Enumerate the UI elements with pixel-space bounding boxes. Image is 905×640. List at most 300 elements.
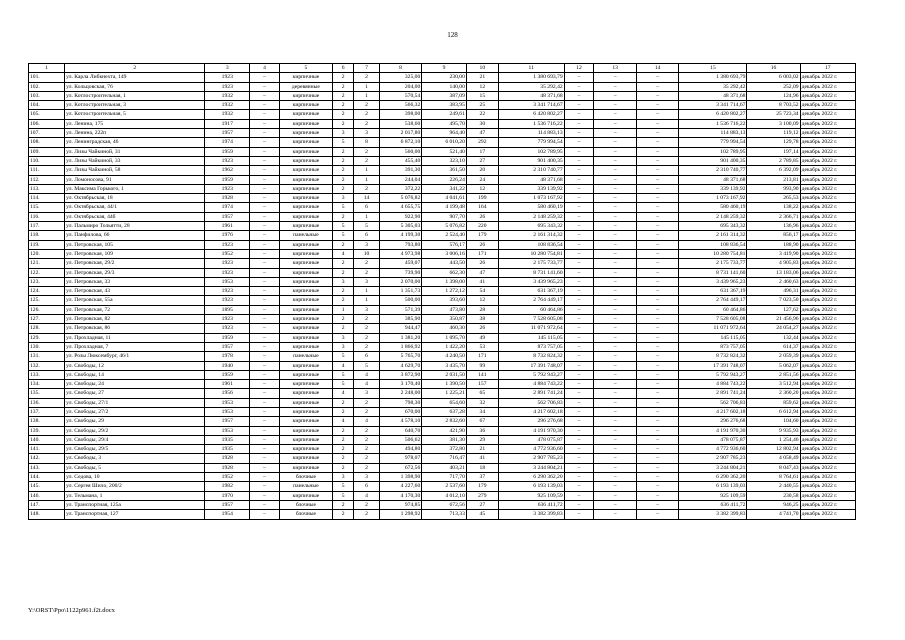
- table-cell: –: [636, 463, 679, 472]
- table-cell: 188,90: [747, 240, 800, 249]
- table-cell: 5: [332, 352, 353, 361]
- table-cell: 122.: [29, 268, 65, 277]
- table-cell: 41: [466, 277, 498, 286]
- table-cell: –: [636, 277, 679, 286]
- table-cell: 34: [466, 407, 498, 416]
- table-cell: 654,60: [422, 398, 467, 407]
- table-cell: 1 073 167,92: [679, 194, 747, 203]
- table-cell: 12 802,94: [747, 445, 800, 454]
- table-cell: 560,00: [379, 147, 422, 156]
- table-cell: –: [564, 463, 594, 472]
- table-cell: 20: [466, 166, 498, 175]
- table-cell: декабрь 2022 г.: [800, 380, 855, 389]
- table-cell: –: [594, 212, 637, 221]
- table-cell: 116.: [29, 212, 65, 221]
- table-cell: 141.: [29, 445, 65, 454]
- table-cell: 5: [332, 370, 353, 379]
- table-cell: кирпичные: [279, 333, 332, 342]
- table-cell: 1962: [205, 166, 250, 175]
- table-cell: –: [564, 324, 594, 333]
- table-cell: 6 290 362,20: [679, 473, 747, 482]
- table-cell: декабрь 2022 г.: [800, 129, 855, 138]
- table-cell: –: [250, 491, 280, 500]
- table-cell: 1 254,46: [747, 435, 800, 444]
- table-cell: 5: [354, 361, 380, 370]
- table-cell: 2: [332, 156, 353, 165]
- table-cell: 964,40: [422, 129, 467, 138]
- table-cell: 25 723,34: [747, 110, 800, 119]
- table-cell: 108.: [29, 138, 65, 147]
- table-cell: 4: [354, 417, 380, 426]
- table-cell: 148.: [29, 510, 65, 519]
- table-cell: 115.: [29, 203, 65, 212]
- table-row: [29, 426, 856, 435]
- table-cell: ул. Свободы, 14: [65, 370, 205, 379]
- table-cell: –: [636, 101, 679, 110]
- table-cell: 2: [332, 259, 353, 268]
- table-cell: 4: [332, 417, 353, 426]
- table-cell: 2 907 785,23: [679, 454, 747, 463]
- housing-table: [28, 63, 856, 520]
- table-cell: –: [594, 249, 637, 258]
- table-row: [29, 445, 856, 454]
- table-cell: –: [594, 398, 637, 407]
- table-cell: кирпичные: [279, 147, 332, 156]
- table-cell: 45: [466, 510, 498, 519]
- table-row: [29, 101, 856, 110]
- table-cell: –: [594, 277, 637, 286]
- table-body: [29, 73, 856, 519]
- table-cell: кирпичные: [279, 240, 332, 249]
- table-cell: 8 703,52: [747, 101, 800, 110]
- table-cell: –: [564, 473, 594, 482]
- table-cell: 10 280 754,81: [679, 249, 747, 258]
- table-cell: 2: [332, 324, 353, 333]
- table-cell: 48 371,68: [498, 91, 564, 100]
- table-cell: 2: [332, 184, 353, 193]
- table-cell: 104,60: [747, 417, 800, 426]
- table-cell: ул. Свободы, 24: [65, 380, 205, 389]
- table-cell: 4 191 970,30: [498, 426, 564, 435]
- table-cell: –: [564, 194, 594, 203]
- table-cell: –: [250, 398, 280, 407]
- table-cell: 478 075,87: [679, 435, 747, 444]
- table-cell: 2: [332, 407, 353, 416]
- table-cell: декабрь 2022 г.: [800, 407, 855, 416]
- table-cell: 339 139,92: [498, 184, 564, 193]
- table-cell: ул. Свободы, 29/2: [65, 426, 205, 435]
- table-cell: 4: [354, 380, 380, 389]
- table-cell: 5: [332, 203, 353, 212]
- table-cell: 28: [466, 305, 498, 314]
- table-cell: –: [636, 435, 679, 444]
- table-cell: кирпичные: [279, 212, 332, 221]
- table-cell: 5 792 943,27: [679, 370, 747, 379]
- table-cell: 1923: [205, 156, 250, 165]
- table-cell: 4: [332, 389, 353, 398]
- table-cell: 21: [466, 445, 498, 454]
- table-cell: 1: [354, 82, 380, 91]
- table-cell: 48 371,68: [679, 175, 747, 184]
- table-row: [29, 175, 856, 184]
- table-cell: –: [564, 426, 594, 435]
- table-cell: –: [564, 407, 594, 416]
- table-cell: –: [594, 240, 637, 249]
- table-cell: –: [636, 315, 679, 324]
- table-cell: декабрь 2022 г.: [800, 147, 855, 156]
- table-cell: 1940: [205, 361, 250, 370]
- table-cell: ул. Петровская, 55а: [65, 296, 205, 305]
- table-cell: 4 884 743,22: [498, 380, 564, 389]
- table-cell: –: [564, 435, 594, 444]
- table-cell: 108 836,54: [679, 240, 747, 249]
- table-cell: –: [250, 129, 280, 138]
- table-cell: 4 058,49: [747, 454, 800, 463]
- table-cell: 907,70: [422, 212, 467, 221]
- table-cell: –: [636, 287, 679, 296]
- table-cell: 391,30: [379, 166, 422, 175]
- table-cell: 14: [354, 194, 380, 203]
- table-row: [29, 398, 856, 407]
- table-row: [29, 212, 856, 221]
- table-cell: –: [250, 380, 280, 389]
- table-cell: 2: [332, 119, 353, 128]
- table-cell: 6 193 139,03: [679, 482, 747, 491]
- table-cell: декабрь 2022 г.: [800, 389, 855, 398]
- table-cell: 538,60: [379, 119, 422, 128]
- table-cell: –: [636, 324, 679, 333]
- table-cell: 1953: [205, 277, 250, 286]
- table-cell: декабрь 2022 г.: [800, 73, 855, 82]
- table-row: [29, 407, 856, 416]
- table-cell: 132,44: [747, 333, 800, 342]
- column-header: 16: [747, 64, 800, 73]
- table-cell: 6: [354, 352, 380, 361]
- table-cell: 137.: [29, 407, 65, 416]
- table-cell: 2 059,39: [747, 352, 800, 361]
- table-cell: –: [250, 184, 280, 193]
- housing-table-container: [28, 63, 856, 520]
- table-cell: –: [594, 147, 637, 156]
- table-cell: 640,70: [379, 426, 422, 435]
- table-cell: ул. Ленина, 175: [65, 119, 205, 128]
- table-cell: 1928: [205, 194, 250, 203]
- table-cell: 2: [332, 315, 353, 324]
- table-cell: 2: [332, 212, 353, 221]
- table-cell: 2 017,80: [379, 129, 422, 138]
- table-cell: 4 041,61: [422, 194, 467, 203]
- table-cell: 495,70: [422, 119, 467, 128]
- table-cell: –: [636, 175, 679, 184]
- table-cell: кирпичные: [279, 119, 332, 128]
- table-cell: –: [594, 417, 637, 426]
- table-cell: кирпичные: [279, 156, 332, 165]
- table-cell: –: [250, 82, 280, 91]
- file-path-footer: Y:\ORST\Ppo\1122p961.f2t.docx: [28, 607, 115, 614]
- table-cell: –: [594, 222, 637, 231]
- table-cell: ул. Тельмана, 1: [65, 491, 205, 500]
- table-cell: 35 292,42: [498, 82, 564, 91]
- table-cell: 220: [466, 222, 498, 231]
- table-cell: 2 360,20: [747, 389, 800, 398]
- table-cell: 5 076,82: [422, 222, 467, 231]
- table-cell: 1957: [205, 129, 250, 138]
- table-cell: 99: [466, 361, 498, 370]
- table-cell: 793,80: [379, 240, 422, 249]
- table-cell: –: [594, 454, 637, 463]
- table-cell: кирпичные: [279, 361, 332, 370]
- table-cell: –: [564, 203, 594, 212]
- table-cell: 171: [466, 352, 498, 361]
- table-cell: 6 420 802,27: [679, 110, 747, 119]
- table-cell: ул. Свободы, 29/4: [65, 435, 205, 444]
- table-cell: –: [636, 184, 679, 193]
- table-cell: 7 528 605,08: [679, 315, 747, 324]
- table-cell: 798,30: [379, 398, 422, 407]
- table-cell: –: [636, 222, 679, 231]
- table-cell: 636 411,72: [679, 500, 747, 509]
- table-cell: 5 792 943,27: [498, 370, 564, 379]
- table-cell: –: [636, 119, 679, 128]
- table-row: [29, 463, 856, 472]
- table-cell: –: [636, 426, 679, 435]
- table-cell: 2: [354, 426, 380, 435]
- table-cell: 4: [354, 491, 380, 500]
- table-cell: 944,47: [379, 324, 422, 333]
- column-header: 7: [354, 64, 380, 73]
- table-cell: 109.: [29, 147, 65, 156]
- table-cell: 102 789,95: [679, 147, 747, 156]
- table-cell: 5: [332, 482, 353, 491]
- table-cell: –: [564, 287, 594, 296]
- column-header: 17: [800, 64, 855, 73]
- table-cell: –: [250, 389, 280, 398]
- table-cell: 197,14: [747, 147, 800, 156]
- table-cell: 4 772 936,60: [498, 445, 564, 454]
- table-cell: 4 217 602,18: [498, 407, 564, 416]
- table-cell: декабрь 2022 г.: [800, 156, 855, 165]
- table-cell: –: [636, 482, 679, 491]
- table-cell: –: [564, 129, 594, 138]
- table-row: [29, 352, 856, 361]
- table-cell: 123.: [29, 277, 65, 286]
- table-cell: 3 419,90: [747, 249, 800, 258]
- table-cell: 1932: [205, 91, 250, 100]
- table-cell: 11 071 972,64: [498, 324, 564, 333]
- table-cell: –: [636, 147, 679, 156]
- table-cell: 6 612,94: [747, 407, 800, 416]
- table-cell: –: [564, 222, 594, 231]
- table-cell: 2: [332, 398, 353, 407]
- table-cell: 296 276,68: [679, 417, 747, 426]
- table-cell: 562 706,83: [679, 398, 747, 407]
- table-cell: 2 310 740,77: [498, 166, 564, 175]
- table-cell: 27: [466, 500, 498, 509]
- table-cell: кирпичные: [279, 305, 332, 314]
- table-cell: декабрь 2022 г.: [800, 482, 855, 491]
- table-cell: 1923: [205, 184, 250, 193]
- column-header: 8: [379, 64, 422, 73]
- table-cell: –: [250, 175, 280, 184]
- table-cell: –: [594, 482, 637, 491]
- table-cell: 4 170,30: [379, 491, 422, 500]
- table-cell: декабрь 2022 г.: [800, 119, 855, 128]
- table-cell: 2: [332, 268, 353, 277]
- table-cell: 3 439 965,23: [498, 277, 564, 286]
- table-cell: 101.: [29, 73, 65, 82]
- table-cell: –: [636, 82, 679, 91]
- table-cell: кирпичные: [279, 407, 332, 416]
- table-cell: ул. Розы Люксембург, 46/1: [65, 352, 205, 361]
- table-cell: 3: [332, 333, 353, 342]
- table-cell: –: [636, 268, 679, 277]
- table-cell: 35 292,42: [679, 82, 747, 91]
- table-cell: 2: [354, 73, 380, 82]
- table-row: [29, 156, 856, 165]
- table-cell: 443,50: [422, 259, 467, 268]
- table-cell: 7 023,50: [747, 296, 800, 305]
- table-row: [29, 82, 856, 91]
- table-cell: 580 460,19: [679, 203, 747, 212]
- column-header: 4: [250, 64, 280, 73]
- table-cell: 111.: [29, 166, 65, 175]
- table-cell: –: [636, 454, 679, 463]
- table-cell: 24: [466, 175, 498, 184]
- table-cell: 859,62: [747, 398, 800, 407]
- table-cell: 2: [332, 296, 353, 305]
- table-row: [29, 380, 856, 389]
- table-cell: 1982: [205, 482, 250, 491]
- table-cell: 717,70: [422, 473, 467, 482]
- table-cell: 2: [354, 259, 380, 268]
- table-cell: 3 170,40: [379, 380, 422, 389]
- table-cell: 6 872,10: [379, 138, 422, 147]
- table-cell: декабрь 2022 г.: [800, 259, 855, 268]
- table-cell: 1952: [205, 249, 250, 258]
- table-cell: 29: [466, 435, 498, 444]
- table-cell: 1923: [205, 315, 250, 324]
- table-cell: 60 464,86: [498, 305, 564, 314]
- table-cell: ул. Свободы, 12: [65, 361, 205, 370]
- table-cell: 133.: [29, 370, 65, 379]
- table-cell: кирпичные: [279, 417, 332, 426]
- table-cell: –: [250, 463, 280, 472]
- table-cell: –: [564, 361, 594, 370]
- table-cell: 131.: [29, 352, 65, 361]
- table-cell: 8 732 824,32: [679, 352, 747, 361]
- table-cell: 901 400,35: [498, 156, 564, 165]
- table-cell: 10: [354, 249, 380, 258]
- table-cell: 128.: [29, 324, 65, 333]
- table-cell: –: [564, 110, 594, 119]
- table-cell: 2 440,55: [747, 482, 800, 491]
- table-cell: –: [250, 231, 280, 240]
- table-cell: 1953: [205, 407, 250, 416]
- table-cell: ул. Лизы Чайкиной, 31: [65, 147, 205, 156]
- table-cell: ул. Свободы, 29/5: [65, 445, 205, 454]
- table-cell: 252,09: [747, 82, 800, 91]
- table-cell: 4 199,30: [379, 231, 422, 240]
- table-cell: 48 371,68: [498, 175, 564, 184]
- table-cell: 1928: [205, 463, 250, 472]
- table-cell: –: [250, 194, 280, 203]
- table-cell: 8 732 824,32: [498, 352, 564, 361]
- table-cell: 779 994,54: [679, 138, 747, 147]
- table-cell: декабрь 2022 г.: [800, 82, 855, 91]
- table-cell: 125.: [29, 296, 65, 305]
- table-cell: –: [250, 315, 280, 324]
- table-cell: 41: [466, 454, 498, 463]
- table-cell: 171: [466, 249, 498, 258]
- table-cell: кирпичные: [279, 101, 332, 110]
- table-cell: декабрь 2022 г.: [800, 175, 855, 184]
- table-cell: 570,54: [379, 91, 422, 100]
- table-cell: 3 341 714,67: [498, 101, 564, 110]
- table-cell: –: [250, 73, 280, 82]
- table-cell: 213,81: [747, 175, 800, 184]
- table-cell: –: [636, 194, 679, 203]
- table-cell: –: [594, 101, 637, 110]
- table-cell: 1932: [205, 110, 250, 119]
- table-cell: –: [564, 138, 594, 147]
- table-row: [29, 222, 856, 231]
- table-cell: 1976: [205, 231, 250, 240]
- table-cell: 2: [332, 91, 353, 100]
- table-cell: –: [636, 156, 679, 165]
- table-cell: 145.: [29, 482, 65, 491]
- table-cell: 901 400,35: [679, 156, 747, 165]
- table-cell: 17: [466, 147, 498, 156]
- table-cell: 1923: [205, 259, 250, 268]
- table-cell: –: [594, 500, 637, 509]
- table-cell: –: [250, 287, 280, 296]
- table-cell: кирпичные: [279, 91, 332, 100]
- table-cell: –: [636, 203, 679, 212]
- table-cell: декабрь 2022 г.: [800, 454, 855, 463]
- table-cell: 230,58: [747, 491, 800, 500]
- table-cell: кирпичные: [279, 129, 332, 138]
- table-cell: –: [564, 231, 594, 240]
- table-cell: 47: [466, 129, 498, 138]
- table-cell: 779 994,54: [498, 138, 564, 147]
- table-cell: ул. Петровская, 86: [65, 324, 205, 333]
- table-cell: –: [594, 389, 637, 398]
- table-cell: 139.: [29, 426, 65, 435]
- table-cell: 102.: [29, 82, 65, 91]
- table-cell: 2 891 741,24: [679, 389, 747, 398]
- table-cell: 138,22: [747, 203, 800, 212]
- table-cell: –: [564, 101, 594, 110]
- table-cell: панельные: [279, 482, 332, 491]
- table-cell: –: [594, 296, 637, 305]
- table-cell: 244,04: [379, 175, 422, 184]
- table-row: [29, 231, 856, 240]
- table-cell: 4 217 602,18: [679, 407, 747, 416]
- table-cell: –: [564, 268, 594, 277]
- table-cell: –: [594, 473, 637, 482]
- table-cell: 1959: [205, 147, 250, 156]
- table-cell: –: [250, 352, 280, 361]
- table-cell: –: [564, 342, 594, 351]
- table-cell: –: [250, 426, 280, 435]
- table-row: [29, 91, 856, 100]
- table-cell: декабрь 2022 г.: [800, 417, 855, 426]
- table-cell: 4 905,83: [747, 259, 800, 268]
- table-cell: декабрь 2022 г.: [800, 91, 855, 100]
- table-cell: 30: [466, 119, 498, 128]
- table-cell: кирпичные: [279, 222, 332, 231]
- table-cell: –: [564, 454, 594, 463]
